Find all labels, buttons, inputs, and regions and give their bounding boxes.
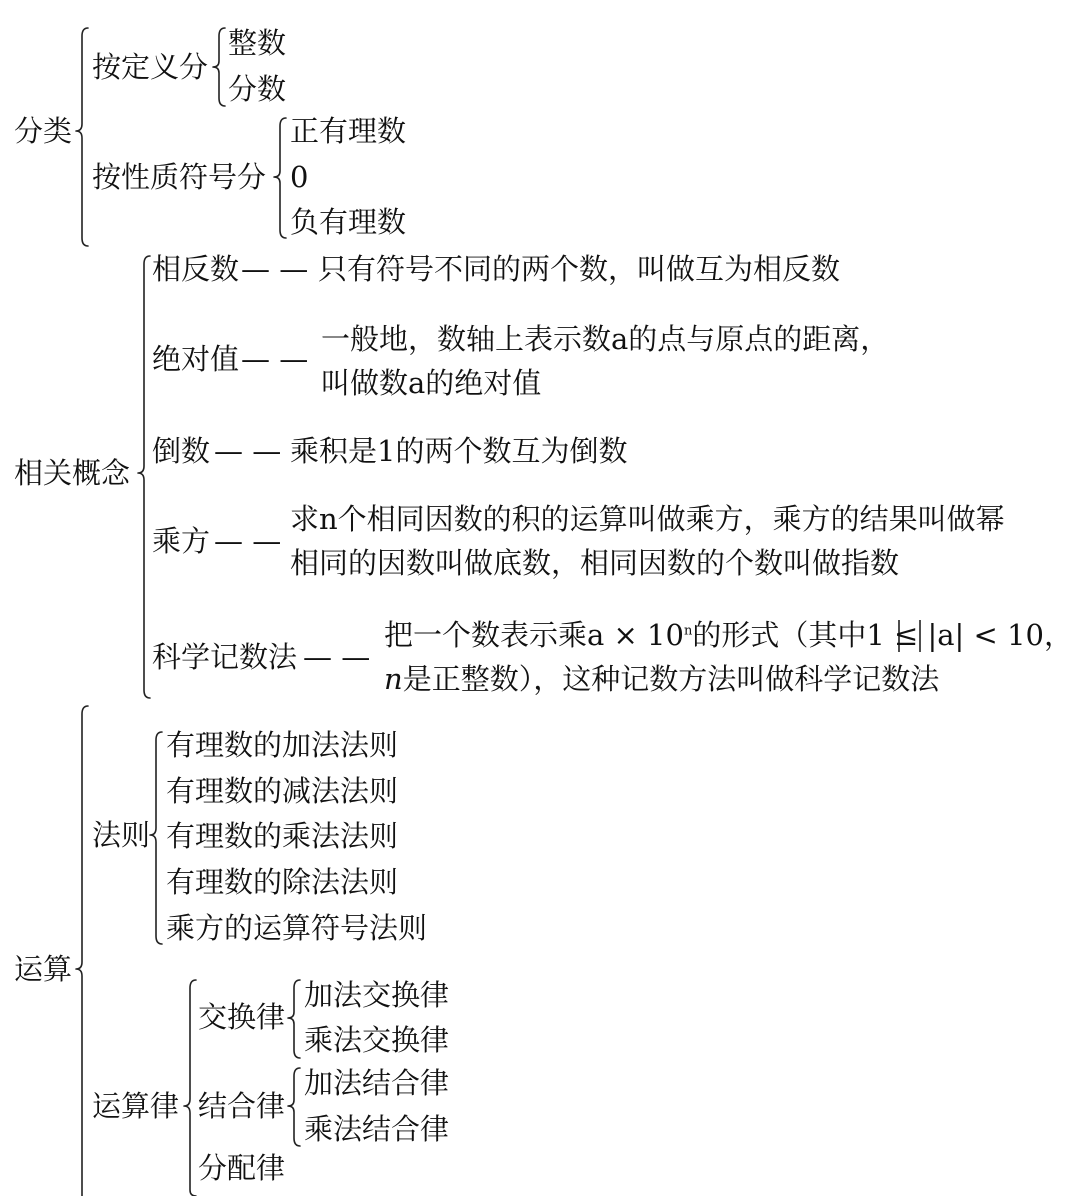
brace-by-sign <box>274 118 286 238</box>
brace-operations <box>76 706 88 1196</box>
brace-associative <box>288 1068 300 1146</box>
commutative-item: 乘法交换律 <box>304 1023 450 1057</box>
sci-notation-term: 科学记数法 <box>152 640 298 674</box>
rules-item: 有理数的乘法法则 <box>166 819 399 853</box>
absolute-value-dash: — — <box>241 342 309 376</box>
associative-item: 乘法结合律 <box>304 1112 450 1146</box>
power-dash: — — <box>214 524 282 558</box>
rules-item: 有理数的除法法则 <box>166 865 399 899</box>
reciprocal-term: 倒数 <box>152 434 211 468</box>
sci-notation-l1-b: 的形式（其中1 ≤ |a| < 10， <box>692 618 1073 652</box>
brace-rules <box>150 732 162 944</box>
brace-related-concepts <box>138 256 150 698</box>
reciprocal-definition: 乘积是1的两个数互为倒数 <box>290 434 628 468</box>
sci-notation-l2-n: n <box>384 662 403 696</box>
rules-label: 法则 <box>92 818 151 852</box>
associative-label: 结合律 <box>198 1089 286 1123</box>
brace-by-definition <box>213 28 225 106</box>
rules-item: 有理数的减法法则 <box>166 774 399 808</box>
opposite-term: 相反数 <box>152 252 240 286</box>
by-definition-item: 分数 <box>228 72 287 106</box>
by-definition-item: 整数 <box>228 26 287 60</box>
associative-item: 加法结合律 <box>304 1066 450 1100</box>
absolute-value-term: 绝对值 <box>152 342 240 376</box>
brace-laws <box>184 980 196 1196</box>
laws-label: 运算律 <box>92 1089 180 1123</box>
classification-label: 分类 <box>14 114 73 148</box>
brace-commutative <box>288 980 300 1058</box>
sci-notation-l2-rest: 是正整数），这种记数方法叫做科学记数法 <box>402 662 940 696</box>
sci-notation-def-line1 <box>384 618 1073 652</box>
absolute-value-def-line1: 一般地，数轴上表示数a的点与原点的距离， <box>321 322 890 356</box>
absolute-value-def-line2: 叫做数a的绝对值 <box>321 366 542 400</box>
by-sign-item: 0 <box>290 160 309 194</box>
commutative-item: 加法交换律 <box>304 978 450 1012</box>
sci-notation-def-line2 <box>384 662 939 696</box>
rules-item: 乘方的运算符号法则 <box>166 911 428 945</box>
by-definition-label: 按定义分 <box>92 50 209 84</box>
by-sign-label: 按性质符号分 <box>92 160 267 194</box>
power-def-line1: 求n个相同因数的积的运算叫做乘方，乘方的结果叫做幂 <box>290 502 1005 536</box>
related-concepts-label: 相关概念 <box>14 456 131 490</box>
rules-item: 有理数的加法法则 <box>166 728 399 762</box>
sci-notation-dash: — — <box>303 640 371 674</box>
opposite-definition: 只有符号不同的两个数，叫做互为相反数 <box>318 252 841 286</box>
power-term: 乘方 <box>152 524 211 558</box>
distributive-label: 分配律 <box>198 1151 286 1185</box>
power-def-line2: 相同的因数叫做底数，相同因数的个数叫做指数 <box>290 546 900 580</box>
brace-classification <box>76 28 88 246</box>
by-sign-item: 负有理数 <box>290 205 407 239</box>
opposite-dash: — — <box>241 252 309 286</box>
operations-label: 运算 <box>14 952 73 986</box>
sci-notation-l1-a: 把一个数表示乘a × 10 <box>384 618 684 652</box>
reciprocal-dash: — — <box>214 434 282 468</box>
sci-notation-l1-sup: n <box>683 623 693 639</box>
commutative-label: 交换律 <box>198 1000 286 1034</box>
by-sign-item: 正有理数 <box>290 114 407 148</box>
